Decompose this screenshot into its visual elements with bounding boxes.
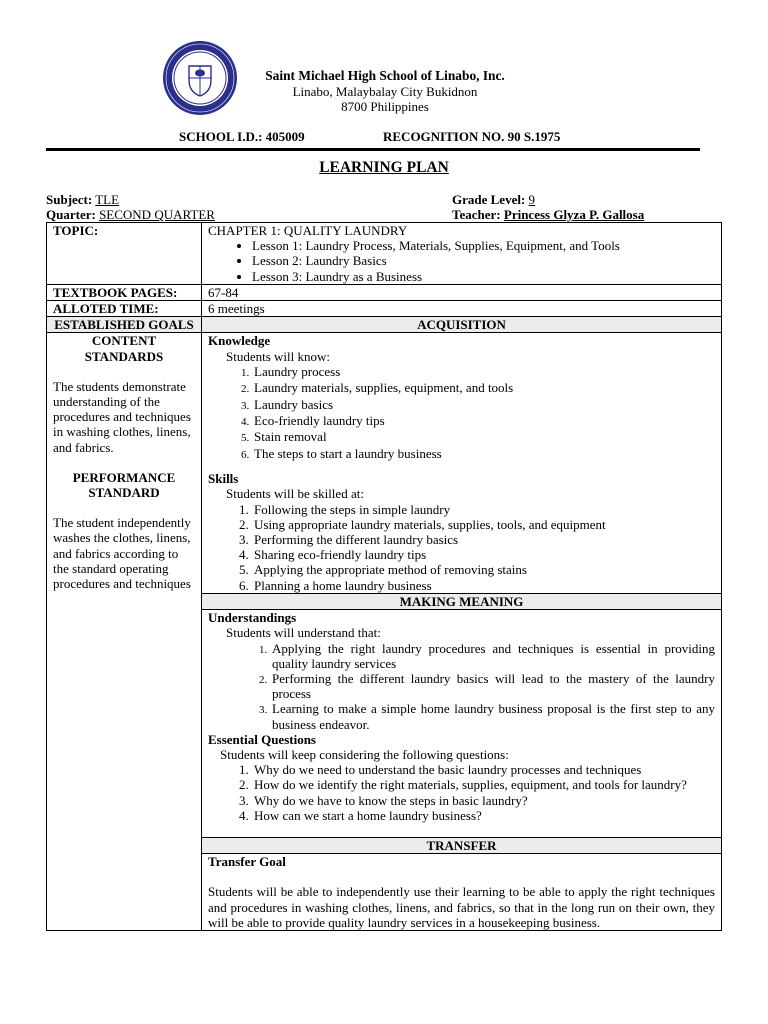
content-standards-text: The students demonstrate understanding of the procedures and techniques in washing clothes, linens, and fabrics. — [53, 378, 191, 455]
time-value: 6 meetings — [202, 301, 722, 317]
content-standards-heading: CONTENT STANDARDS — [84, 333, 164, 364]
list-item: 3. Learning to make a simple home laundry business proposal is the first step to any business endeavor. — [270, 701, 715, 731]
list-item: 2. Laundry materials, supplies, equipment, and tools — [252, 380, 715, 396]
performance-standard-heading: PERFORMANCE STANDARD — [72, 469, 176, 501]
list-item: 4. Sharing eco-friendly laundry tips — [252, 547, 715, 562]
list-item: 3. Why do we have to know the steps in basic laundry? — [252, 793, 715, 808]
making-meaning-header: MAKING MEANING — [202, 593, 722, 609]
grade-label: Grade Level: — [452, 192, 526, 207]
teacher-value: Princess Glyza P. Gallosa — [503, 207, 645, 222]
topic-label: TOPIC: — [47, 223, 202, 285]
list-item: 6. Planning a home laundry business — [252, 578, 715, 593]
textbook-label: TEXTBOOK PAGES: — [47, 284, 202, 300]
page-title: LEARNING PLAN — [319, 159, 449, 176]
topic-row — [47, 223, 722, 285]
list-item: • Lesson 1: Laundry Process, Materials, Supplies, Equipment, and Tools — [252, 238, 715, 253]
list-item: 2. Using appropriate laundry materials, supplies, tools, and equipment — [252, 517, 715, 532]
time-label: ALLOTED TIME: — [47, 301, 202, 317]
skills-intro: Students will be skilled at: — [226, 486, 364, 502]
knowledge-intro: Students will know: — [226, 348, 331, 364]
school-seal-logo — [156, 40, 244, 116]
list-item: 4. How can we start a home laundry business? — [252, 808, 715, 823]
quarter-label: Quarter: — [46, 207, 96, 222]
list-item: 1. Following the steps in simple laundry — [252, 502, 715, 517]
skills-list — [208, 502, 715, 593]
goals-column — [47, 333, 202, 931]
performance-standard-text: The student independently washes the clothes, linens, and fabrics according to the standard operating procedures and techniques — [53, 515, 191, 592]
list-item: 3. Laundry basics — [252, 397, 715, 413]
topic-content — [202, 223, 722, 285]
school-name: Saint Michael High School of Linabo, Inc. — [265, 68, 505, 83]
subject-line — [46, 192, 119, 207]
established-goals-header: ESTABLISHED GOALS — [47, 317, 202, 333]
list-item: 5. Stain removal — [252, 429, 715, 445]
essential-questions-intro: Students will keep considering the following questions: — [220, 746, 509, 762]
goals-header-row — [47, 317, 722, 333]
acquisition-row — [47, 333, 722, 593]
acquisition-content — [202, 333, 722, 593]
knowledge-heading: Knowledge — [208, 333, 271, 349]
subject-label: Subject: — [46, 192, 93, 207]
list-item: 1. Why do we need to understand the basic laundry processes and techniques — [252, 762, 715, 777]
list-item: 6. The steps to start a laundry business — [252, 446, 715, 462]
essential-questions-list — [208, 762, 715, 823]
header-divider — [46, 148, 700, 151]
list-item: • Lesson 2: Laundry Basics — [252, 253, 715, 268]
teacher-line — [452, 207, 644, 222]
quarter-value: SECOND QUARTER — [99, 207, 215, 222]
grade-value: 9 — [528, 192, 536, 207]
making-meaning-content — [202, 610, 722, 838]
list-item: 3. Performing the different laundry basics — [252, 532, 715, 547]
list-item: 2. How do we identify the right materials, supplies, equipment, and tools for laundry? — [252, 777, 715, 792]
list-item: 2. Performing the different laundry basics will lead to the mastery of the laundry process — [270, 671, 715, 701]
learning-plan-table — [46, 222, 722, 931]
list-item: • Lesson 3: Laundry as a Business — [252, 269, 715, 284]
textbook-row — [47, 284, 722, 300]
list-item: 4. Eco-friendly laundry tips — [252, 413, 715, 429]
school-id: SCHOOL I.D.: 405009 — [179, 129, 305, 144]
time-row — [47, 301, 722, 317]
acquisition-header: ACQUISITION — [202, 317, 722, 333]
transfer-header: TRANSFER — [202, 837, 722, 853]
teacher-label: Teacher: — [452, 207, 501, 222]
list-item: 1. Applying the right laundry procedures and techniques is essential in providing quality laundry services — [270, 641, 715, 671]
understandings-heading: Understandings — [208, 610, 297, 626]
essential-questions-heading: Essential Questions — [208, 731, 316, 747]
skills-heading: Skills — [208, 471, 239, 487]
understandings-intro: Students will understand that: — [226, 625, 381, 641]
grade-line — [452, 192, 535, 207]
school-country: 8700 Philippines — [341, 99, 429, 114]
textbook-value: 67-84 — [202, 284, 722, 300]
knowledge-list — [208, 364, 715, 462]
lesson-list — [208, 238, 715, 284]
transfer-goal-text: Students will be able to independently use their learning to be able to apply the right techniques and procedures in washing clothes, linens, and fabrics, so that in the long run on their own, they will be able to provide quality laundry services in a housekeeping business. — [208, 884, 715, 930]
recognition-number: RECOGNITION NO. 90 S.1975 — [383, 129, 561, 144]
list-item: 5. Applying the appropriate method of removing stains — [252, 562, 715, 577]
school-address: Linabo, Malaybalay City Bukidnon — [292, 84, 478, 99]
transfer-content — [202, 854, 722, 931]
understandings-list — [208, 641, 715, 732]
list-item: 1. Laundry process — [252, 364, 715, 380]
subject-value: TLE — [95, 192, 120, 207]
transfer-goal-heading: Transfer Goal — [208, 854, 286, 870]
quarter-line — [46, 207, 215, 222]
chapter-title: CHAPTER 1: QUALITY LAUNDRY — [208, 223, 408, 238]
